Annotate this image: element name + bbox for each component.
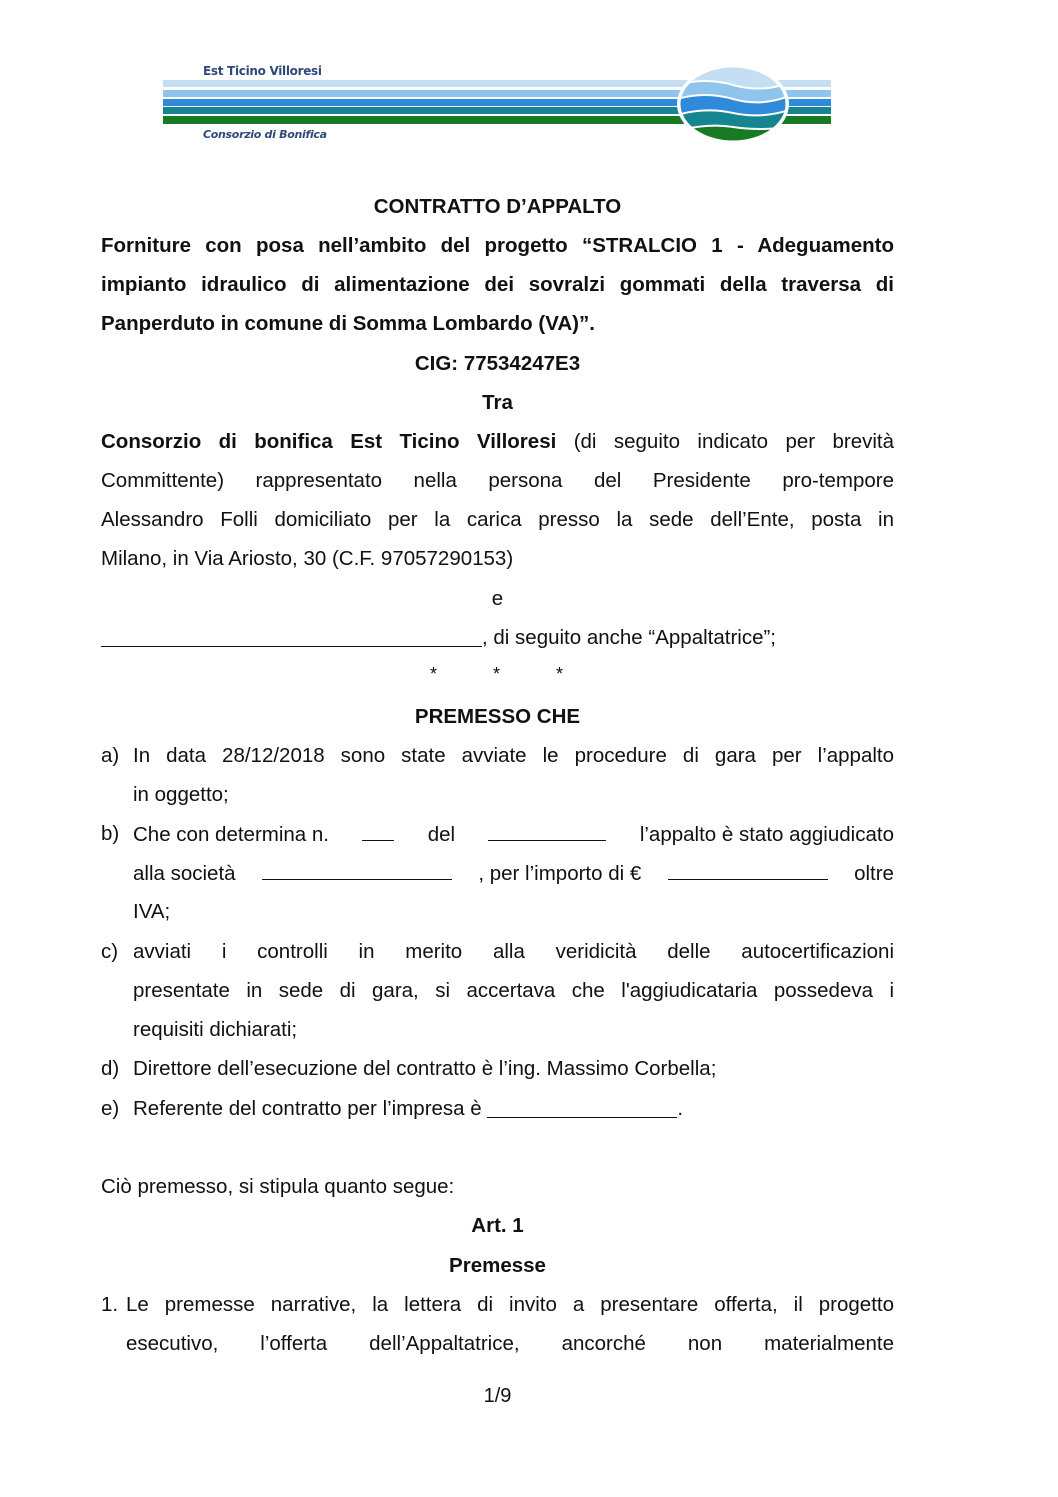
separator-star: * [556,664,564,684]
logo-subtitle: Consorzio di Bonifica [203,128,327,141]
logo-title: Est Ticino Villoresi [203,64,322,78]
separator-star: * [430,664,438,684]
list-item-text: Direttore dell’esecuzione del contratto è l’ing. Massimo Corbella; [133,1057,717,1080]
committente-line: Milano, in Via Ariosto, 30 (C.F. 97057290153) [101,547,514,570]
between-label: Tra [482,391,513,414]
article-text: esecutivo, l’offerta dell’Appaltatrice, ancorché non materialmente [126,1332,894,1355]
list-label: 1. [101,1293,119,1316]
text-part: , per l’importo di € [478,862,642,885]
committente-line: Committente) rappresentato nella persona del Presidente pro-tempore [101,469,894,492]
appaltatrice-text: , di seguito anche “Appaltatrice”; [482,626,776,649]
list-item-text: presentate in sede di gara, si accertava che l'aggiudicataria possedeva i [133,979,894,1002]
text-part: del [427,823,456,846]
separator-star: * [493,664,501,684]
determina-number-blank-field[interactable] [362,822,394,841]
page-number: 1/9 [483,1385,512,1407]
list-item-text: avviati i controlli in merito alla veridicità delle autocertificazioni [133,940,894,963]
list-item-text: requisiti dichiarati; [133,1018,298,1041]
committente-line: Alessandro Folli domiciliato per la carica presso la sede dell’Ente, posta in [101,508,894,531]
list-item-text [133,1097,894,1121]
consortium-logo [163,58,831,144]
list-label: c) [101,940,119,963]
list-item-text: IVA; [133,900,171,923]
societa-blank-field[interactable] [262,861,452,880]
article-number: Art. 1 [471,1214,524,1237]
list-item-text: in oggetto; [133,783,229,806]
appaltatrice-blank-field[interactable] [101,628,482,647]
committente-text: (di seguito indicato per brevità [573,430,894,453]
premesso-heading: PREMESSO CHE [414,705,581,728]
subject-line: Panperduto in comune di Somma Lombardo (VA)”. [101,312,595,335]
committente-line [101,430,894,454]
article-title: Premesse [449,1254,546,1277]
subject-line: Forniture con posa nell’ambito del progetto “STRALCIO 1 - Adeguamento [101,234,894,257]
conjunction: e [491,587,504,610]
list-item-text [133,861,894,886]
list-item-text: In data 28/12/2018 sono state avviate le procedure di gara per l’appalto [133,744,894,767]
list-label: e) [101,1097,120,1120]
cig-code: CIG: 77534247E3 [414,352,581,375]
contract-title: CONTRATTO D’APPALTO [373,195,622,218]
subject-line: impianto idraulico di alimentazione dei sovralzi gommati della traversa di [101,273,894,296]
article-text: Le premesse narrative, la lettera di invito a presentare offerta, il progetto [126,1293,894,1316]
determina-date-blank-field[interactable] [488,822,606,841]
stipula-text: Ciò premesso, si stipula quanto segue: [101,1175,455,1198]
text-part: . [677,1097,684,1120]
list-label: d) [101,1057,120,1080]
text-part: Che con determina n. [133,823,330,846]
text-part: l’appalto è stato aggiudicato [639,823,894,846]
text-part: Referente del contratto per l’impresa è [133,1097,482,1120]
referente-blank-field[interactable] [487,1099,677,1118]
committente-name: Consorzio di bonifica Est Ticino Villoresi [101,430,557,453]
importo-blank-field[interactable] [668,861,828,880]
list-label: b) [101,822,120,845]
water-globe-icon [677,64,789,144]
list-label: a) [101,744,120,767]
text-part: alla società [133,862,236,885]
appaltatrice-line [101,626,776,650]
list-item-text [133,822,894,847]
text-part: oltre [854,862,894,885]
